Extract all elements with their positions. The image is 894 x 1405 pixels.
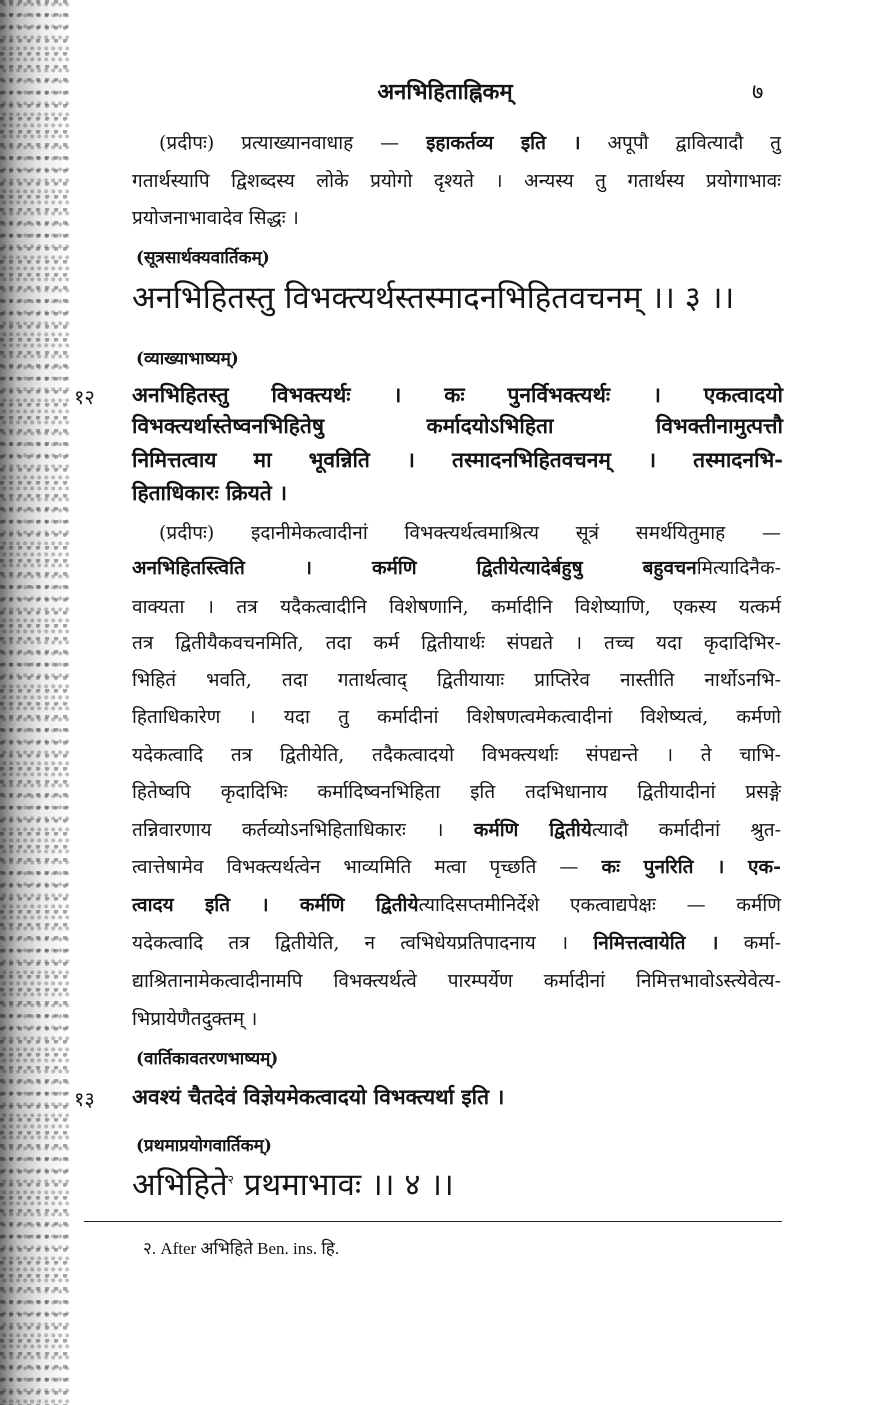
text-span: अपूपौ द्वावित्यादौ तु bbox=[607, 132, 781, 154]
text-span: प्रथमाभावः ।। ४ ।। bbox=[243, 1167, 454, 1203]
text-span: त्यादिसप्तमीनिर्देशे एकत्वाद्यपेक्षः — कर्मणि bbox=[418, 894, 781, 916]
section-number: १२ bbox=[74, 385, 95, 409]
bhashya-line: निमित्तत्वाय मा भूवन्निति । तस्मादनभिहितवचनम् । तस्मादनभि- bbox=[132, 447, 783, 472]
section-label: (प्रथमाप्रयोगवार्तिकम्) bbox=[136, 1136, 272, 1156]
text-span: मित्यादिनैक- bbox=[696, 557, 781, 579]
pradipa-line: यदेकत्वादि तत्र द्वितीयेति, तदैकत्वादयो विभक्त्यर्थाः संपद्यन्ते । ते चाभि- bbox=[132, 744, 781, 766]
text-span: तन्निवारणाय कर्तव्योऽनभिहिताधिकारः । bbox=[132, 819, 444, 841]
pradipa-line: गतार्थस्यापि द्विशब्दस्य लोके प्रयोगो दृश्यते । अन्यस्य तु गतार्थस्य प्रयोगाभावः bbox=[132, 170, 781, 192]
pradipa-line: द्याश्रितानामेकत्वादीनामपि विभक्त्यर्थत्वे पारम्पर्येण कर्मादीनां निमित्तभावोऽस्त्येवेत्य- bbox=[132, 970, 781, 992]
bold-lemma: निमित्तत्वायेति । bbox=[593, 932, 719, 954]
pradipa-line: भिप्रायेणैतदुक्तम् । bbox=[132, 1008, 258, 1030]
section-label: (व्याख्याभाष्यम्) bbox=[136, 349, 239, 369]
page-number: ७ bbox=[752, 80, 764, 105]
bhashya-line: अनभिहितस्तु विभक्त्यर्थः । कः पुनर्विभक्त्यर्थः । एकत्वादयो bbox=[132, 382, 783, 407]
pradipa-line bbox=[132, 853, 781, 879]
vartika-sutra: अनभिहितस्तु विभक्त्यर्थस्तस्मादनभिहितवचनम् ।। ३ ।। bbox=[132, 280, 735, 316]
section-number: १३ bbox=[74, 1087, 95, 1111]
bold-lemma: इहाकर्तव्य इति । bbox=[426, 132, 581, 154]
text-span: अभिहिते bbox=[132, 1167, 228, 1203]
bold-lemma: कर्मणि द्वितीये bbox=[473, 819, 592, 841]
text-span: प्रत्याख्यानवाधाह — bbox=[241, 132, 400, 154]
text-span: त्वात्तेषामेव विभक्त्यर्थत्वेन भाव्यमिति मत्वा पृच्छति — bbox=[132, 856, 579, 878]
bold-lemma: त्वादय इति । कर्मणि द्वितीये bbox=[132, 894, 419, 916]
bold-lemma: कः पुनरिति । एक- bbox=[601, 856, 781, 878]
pradipa-label: (प्रदीपः) bbox=[159, 132, 215, 154]
section-label: (वार्तिकावतरणभाष्यम्) bbox=[136, 1049, 279, 1069]
pradipa-line: प्रयोजनाभावादेव सिद्धः । bbox=[132, 207, 299, 229]
bhashya-line: अवश्यं चैतदेवं विज्ञेयमेकत्वादयो विभक्त्यर्था इति । bbox=[132, 1084, 505, 1109]
footnote: २. After अभिहिते Ben. ins. हि. bbox=[143, 1239, 340, 1258]
pradipa-line: भिहितं भवति, तदा गतार्थत्वाद् द्वितीयायाः प्राप्तिरेव नास्तीति नार्थोऽनभि- bbox=[132, 669, 781, 691]
bhashya-line: हिताधिकारः क्रियते । bbox=[132, 480, 288, 505]
pradipa-line bbox=[132, 891, 781, 917]
footnote-mark: २ bbox=[227, 1172, 234, 1187]
footnote-rule bbox=[84, 1221, 782, 1222]
running-header-title: अनभिहिताह्निकम् bbox=[377, 79, 513, 105]
pradipa-line bbox=[132, 929, 781, 955]
pradipa-line: हितेष्वपि कृदादिभिः कर्मादिष्वनभिहिता इति तदभिधानाय द्वितीयादीनां प्रसङ्गे bbox=[132, 781, 781, 803]
pradipa-label: (प्रदीपः) bbox=[159, 522, 215, 544]
pradipa-line bbox=[159, 129, 781, 155]
text-span: त्यादौ कर्मादीनां श्रुत- bbox=[591, 819, 782, 841]
pradipa-line bbox=[132, 816, 781, 842]
vartika-sutra bbox=[132, 1163, 454, 1205]
section-label: (सूत्रसार्थक्यवार्तिकम्) bbox=[136, 248, 270, 268]
scan-shadow-edge bbox=[0, 0, 70, 1405]
pradipa-line bbox=[132, 554, 781, 580]
bhashya-line: विभक्त्यर्थास्तेष्वनभिहितेषु कर्मादयोऽभिहिता विभक्तीनामुत्पत्तौ bbox=[132, 413, 783, 438]
pradipa-line bbox=[159, 519, 781, 545]
pradipa-line: तत्र द्वितीयैकवचनमिति, तदा कर्म द्वितीयार्थः संपद्यते । तच्च यदा कृदादिभिर- bbox=[132, 632, 781, 654]
text-span: यदेकत्वादि तत्र द्वितीयेति, न त्वभिधेयप्रतिपादनाय । bbox=[132, 932, 569, 954]
pradipa-line: वाक्यता । तत्र यदैकत्वादीनि विशेषणानि, कर्मादीनि विशेष्याणि, एकस्य यत्कर्म bbox=[132, 596, 781, 618]
bold-lemma: अनभिहितस्त्विति । कर्मणि द्वितीयेत्यादेर्बहुषु बहुवचन bbox=[132, 557, 697, 579]
pradipa-line: हिताधिकारेण । यदा तु कर्मादीनां विशेषणत्वमेकत्वादीनां विशेष्यत्वं, कर्मणो bbox=[132, 706, 781, 728]
text-span: इदानीमेकत्वादीनां विभक्त्यर्थत्वमाश्रित्य सूत्रं समर्थयितुमाह — bbox=[251, 522, 781, 544]
text-span: कर्मा- bbox=[743, 932, 781, 954]
